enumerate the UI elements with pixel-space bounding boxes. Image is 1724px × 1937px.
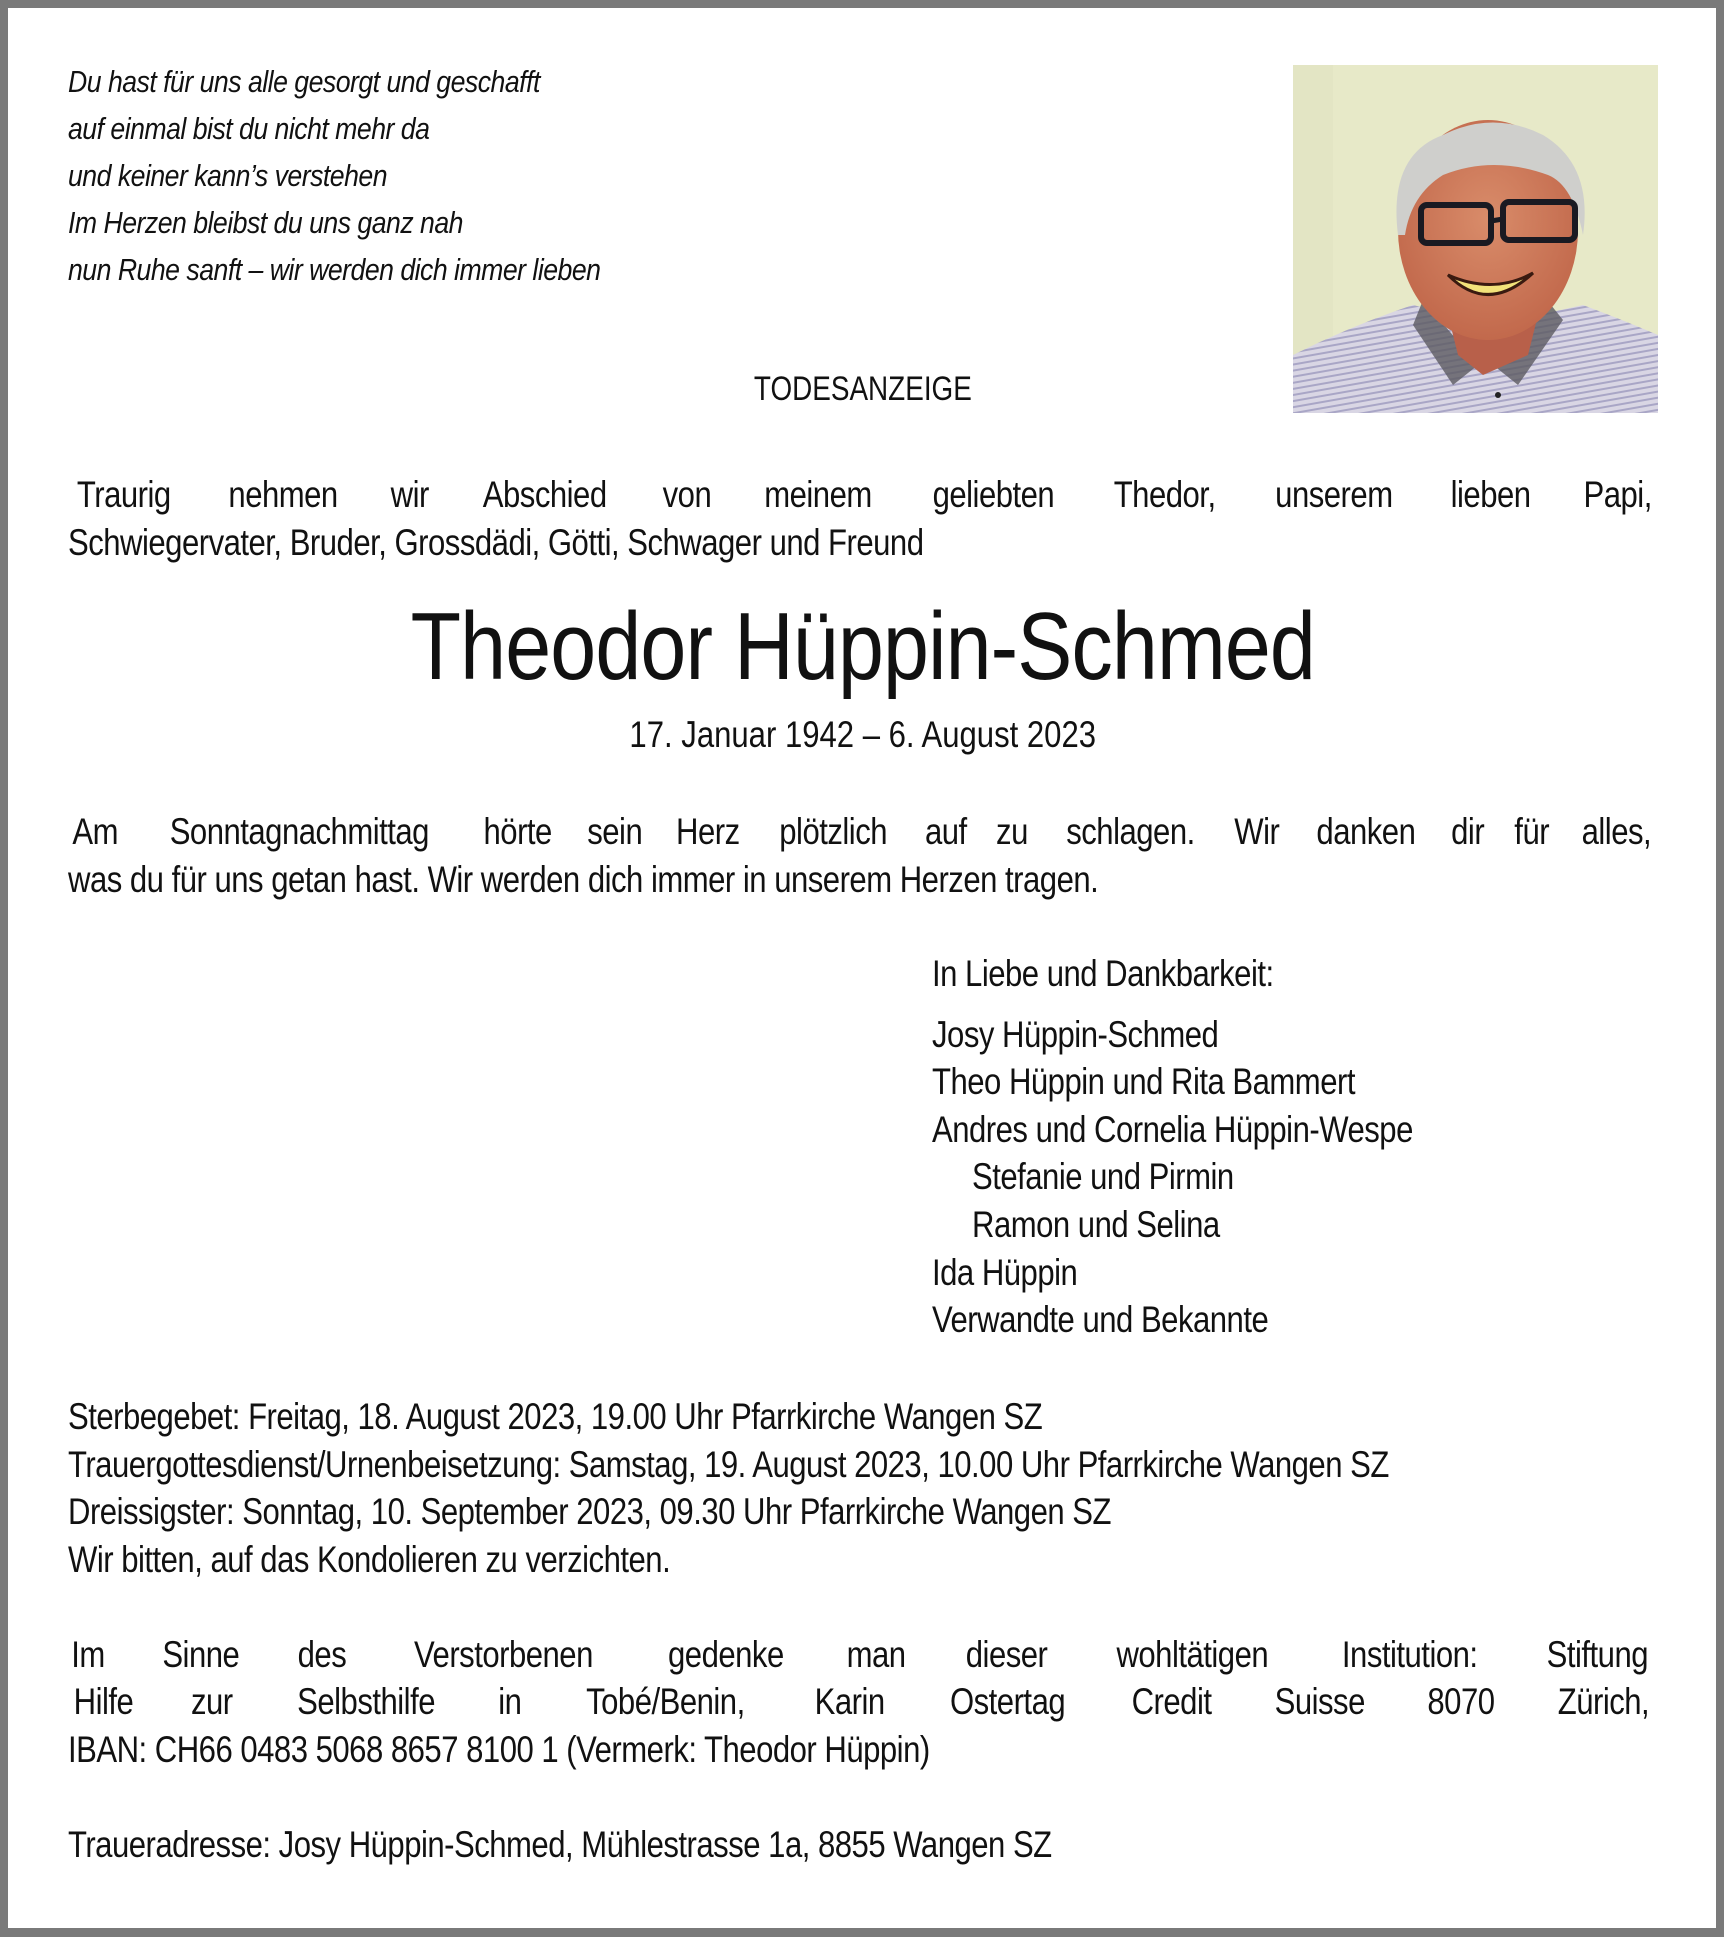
word: zu	[996, 811, 1029, 852]
portrait-photo	[1293, 65, 1658, 413]
word: Institution:	[1342, 1634, 1478, 1675]
service-text: Trauergottesdienst/Urnenbeisetzung: Samstag, 19. August 2023, 10.00 Uhr Pfarrkirche Wangen SZ	[68, 1444, 1389, 1485]
word: danken	[1316, 811, 1416, 852]
poem-line: und keiner kann’s verstehen	[68, 158, 388, 193]
signatory	[932, 1252, 1105, 1294]
signatory-name: Andres und Cornelia Hüppin-Wespe	[932, 1109, 1413, 1150]
signatory-indented	[972, 1204, 1267, 1246]
signatory	[932, 1014, 1273, 1056]
word: Hilfe	[73, 1681, 134, 1722]
signatory	[932, 1061, 1436, 1103]
word: des	[297, 1634, 347, 1675]
intro-line-1	[68, 474, 1658, 522]
word: Suisse	[1274, 1681, 1366, 1722]
word: auf	[924, 811, 967, 852]
signatory	[932, 1299, 1332, 1341]
word: wir	[390, 474, 430, 515]
service-line	[68, 1444, 1640, 1486]
word: Sinne	[161, 1634, 239, 1675]
word: wohltätigen	[1116, 1634, 1269, 1675]
word: sein	[586, 811, 642, 852]
word: 8070	[1427, 1681, 1495, 1722]
word: Sonntagnachmittag	[170, 811, 430, 852]
signatory	[932, 1109, 1504, 1151]
deceased-name-text: Theodor Hüppin-Schmed	[410, 593, 1316, 700]
signatory-name: Stefanie und Pirmin	[972, 1156, 1234, 1197]
deceased-name	[68, 592, 1658, 702]
signatory-name: Theo Hüppin und Rita Bammert	[932, 1061, 1355, 1102]
word: lieben	[1450, 474, 1531, 515]
service-text: Sterbegebet: Freitag, 18. August 2023, 19.00 Uhr Pfarrkirche Wangen SZ	[68, 1396, 1043, 1437]
word: hörte	[483, 811, 553, 852]
word: Abschied	[483, 474, 608, 515]
word: Karin	[814, 1681, 885, 1722]
condolence-text: Wir bitten, auf das Kondolieren zu verzichten.	[68, 1539, 671, 1580]
page-title	[68, 370, 1658, 409]
signatory-indented	[972, 1156, 1284, 1198]
poem-line: auf einmal bist du nicht mehr da	[68, 111, 430, 146]
address-text: Traueradresse: Josy Hüppin-Schmed, Mühlestrasse 1a, 8855 Wangen SZ	[68, 1824, 1052, 1865]
word: Tobé/Benin,	[586, 1681, 745, 1722]
word: Verstorbenen	[414, 1634, 594, 1675]
signatory-name: Josy Hüppin-Schmed	[932, 1014, 1219, 1055]
donation-line-2	[68, 1681, 1658, 1729]
mourning-address	[68, 1824, 1239, 1866]
service-text: Dreissigster: Sonntag, 10. September 2023, 09.30 Uhr Pfarrkirche Wangen SZ	[68, 1491, 1112, 1532]
word: meinem	[764, 474, 872, 515]
word: gedenke	[667, 1634, 784, 1675]
word: geliebten	[932, 474, 1055, 515]
heading-text: TODESANZEIGE	[754, 370, 972, 408]
iban-line	[68, 1729, 1094, 1771]
word: für	[1513, 811, 1549, 852]
word: plötzlich	[779, 811, 888, 852]
word: alles,	[1581, 811, 1652, 852]
signatory-name: Ramon und Selina	[972, 1204, 1220, 1245]
word: von	[662, 474, 711, 515]
service-line	[68, 1396, 1228, 1438]
word: Traurig	[76, 474, 171, 515]
intro-line-2	[68, 522, 1086, 564]
word: in	[498, 1681, 522, 1722]
word: zur	[190, 1681, 233, 1722]
word: Papi,	[1583, 474, 1652, 515]
word: Selbsthilfe	[297, 1681, 436, 1722]
life-dates	[68, 714, 1658, 756]
word: Im	[71, 1634, 105, 1675]
signatories-intro-text: In Liebe und Dankbarkeit:	[932, 953, 1274, 994]
message-line-2	[68, 859, 1295, 901]
poem-line: Im Herzen bleibst du uns ganz nah	[68, 205, 463, 240]
obituary-page	[8, 8, 1716, 1928]
word: dieser	[965, 1634, 1048, 1675]
message-text: was du für uns getan hast. Wir werden dich immer in unserem Herzen tragen.	[68, 859, 1099, 900]
poem-line: Du hast für uns alle gesorgt und geschafft	[68, 64, 540, 99]
word: Zürich,	[1557, 1681, 1650, 1722]
word: unserem	[1275, 474, 1393, 515]
word: dir	[1451, 811, 1485, 852]
word: schlagen.	[1066, 811, 1196, 852]
signatory-name: Verwandte und Bekannte	[932, 1299, 1269, 1340]
word: Wir	[1234, 811, 1280, 852]
intro-text: Schwiegervater, Bruder, Grossdädi, Götti, Schwager und Freund	[68, 522, 924, 563]
word: Stiftung	[1546, 1634, 1649, 1675]
service-line	[68, 1491, 1310, 1533]
word: Credit	[1131, 1681, 1212, 1722]
message-line-1	[68, 811, 1658, 859]
donation-line-1	[68, 1634, 1658, 1682]
word: Thedor,	[1114, 474, 1216, 515]
life-dates-text: 17. Januar 1942 – 6. August 2023	[629, 714, 1097, 755]
word: Am	[72, 811, 118, 852]
portrait-image-icon	[1293, 65, 1658, 413]
word: Herz	[676, 811, 740, 852]
condolence-note	[68, 1539, 785, 1581]
signatories-intro	[932, 953, 1339, 995]
poem-line: nun Ruhe sanft – wir werden dich immer lieben	[68, 252, 601, 287]
word: nehmen	[228, 474, 339, 515]
signatory-name: Ida Hüppin	[932, 1252, 1078, 1293]
iban-text: IBAN: CH66 0483 5068 8657 8100 1 (Vermerk: Theodor Hüppin)	[68, 1729, 930, 1770]
word: man	[846, 1634, 906, 1675]
word: Ostertag	[949, 1681, 1065, 1722]
